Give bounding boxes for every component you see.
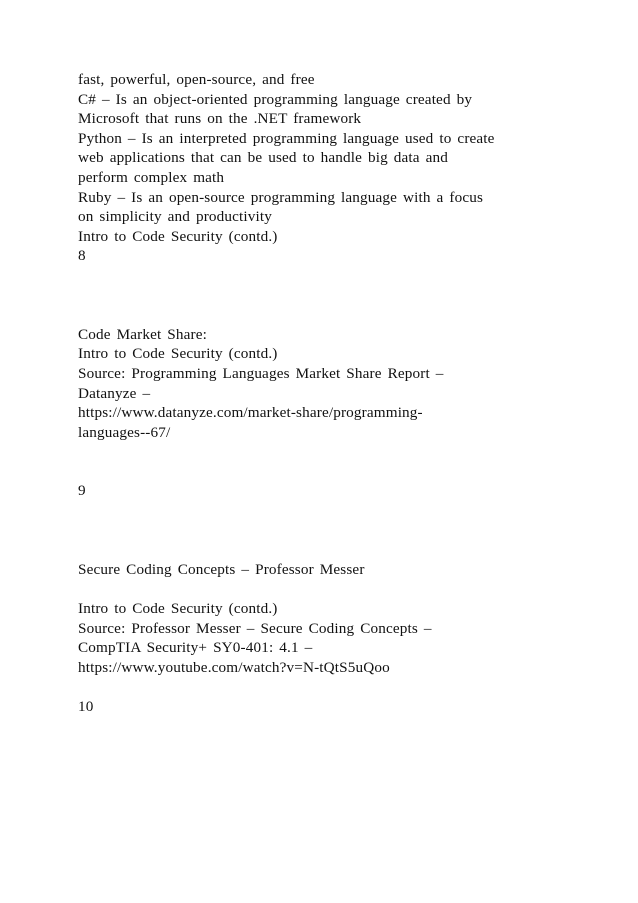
spacer [78, 677, 598, 697]
text-line: C# – Is an object-oriented programming language created by [78, 90, 473, 108]
text-line: Python – Is an interpreted programming language used to create [78, 129, 495, 147]
spacer [78, 442, 598, 481]
source-line: Source: Programming Languages Market Share Report – [78, 364, 444, 382]
source-line: CompTIA Security+ SY0-401: 4.1 – [78, 639, 313, 657]
text-line: fast, powerful, open-source, and free [78, 71, 315, 88]
source-line: Datanyze – [78, 384, 151, 402]
language-descriptions-block [78, 70, 598, 266]
text-line: web applications that can be used to handle big data and [78, 149, 449, 167]
source-url: https://www.youtube.com/watch?v=N-tQtS5uQoo [78, 658, 390, 676]
spacer [78, 501, 598, 560]
slide-heading: Code Market Share: [78, 325, 208, 343]
page-number: 8 [78, 247, 86, 265]
text-line: on simplicity and productivity [78, 208, 272, 226]
text-line: Microsoft that runs on the .NET framework [78, 110, 362, 128]
section-title: Intro to Code Security (contd.) [78, 345, 278, 363]
document-page [78, 70, 598, 717]
section-title: Intro to Code Security (contd.) [78, 227, 278, 245]
text-line: perform complex math [78, 168, 225, 186]
section-title: Intro to Code Security (contd.) [78, 600, 278, 618]
source-url: languages--67/ [78, 423, 171, 441]
page-number: 9 [78, 482, 86, 500]
secure-coding-block [78, 560, 598, 717]
source-line: Source: Professor Messer – Secure Coding Concepts – [78, 619, 432, 637]
page-number: 10 [78, 698, 94, 716]
spacer [78, 579, 598, 599]
source-url: https://www.datanyze.com/market-share/programming- [78, 404, 423, 422]
spacer [78, 266, 598, 325]
market-share-block [78, 325, 598, 443]
text-line: Ruby – Is an open-source programming language with a focus [78, 188, 484, 206]
slide-heading: Secure Coding Concepts – Professor Messer [78, 560, 365, 578]
